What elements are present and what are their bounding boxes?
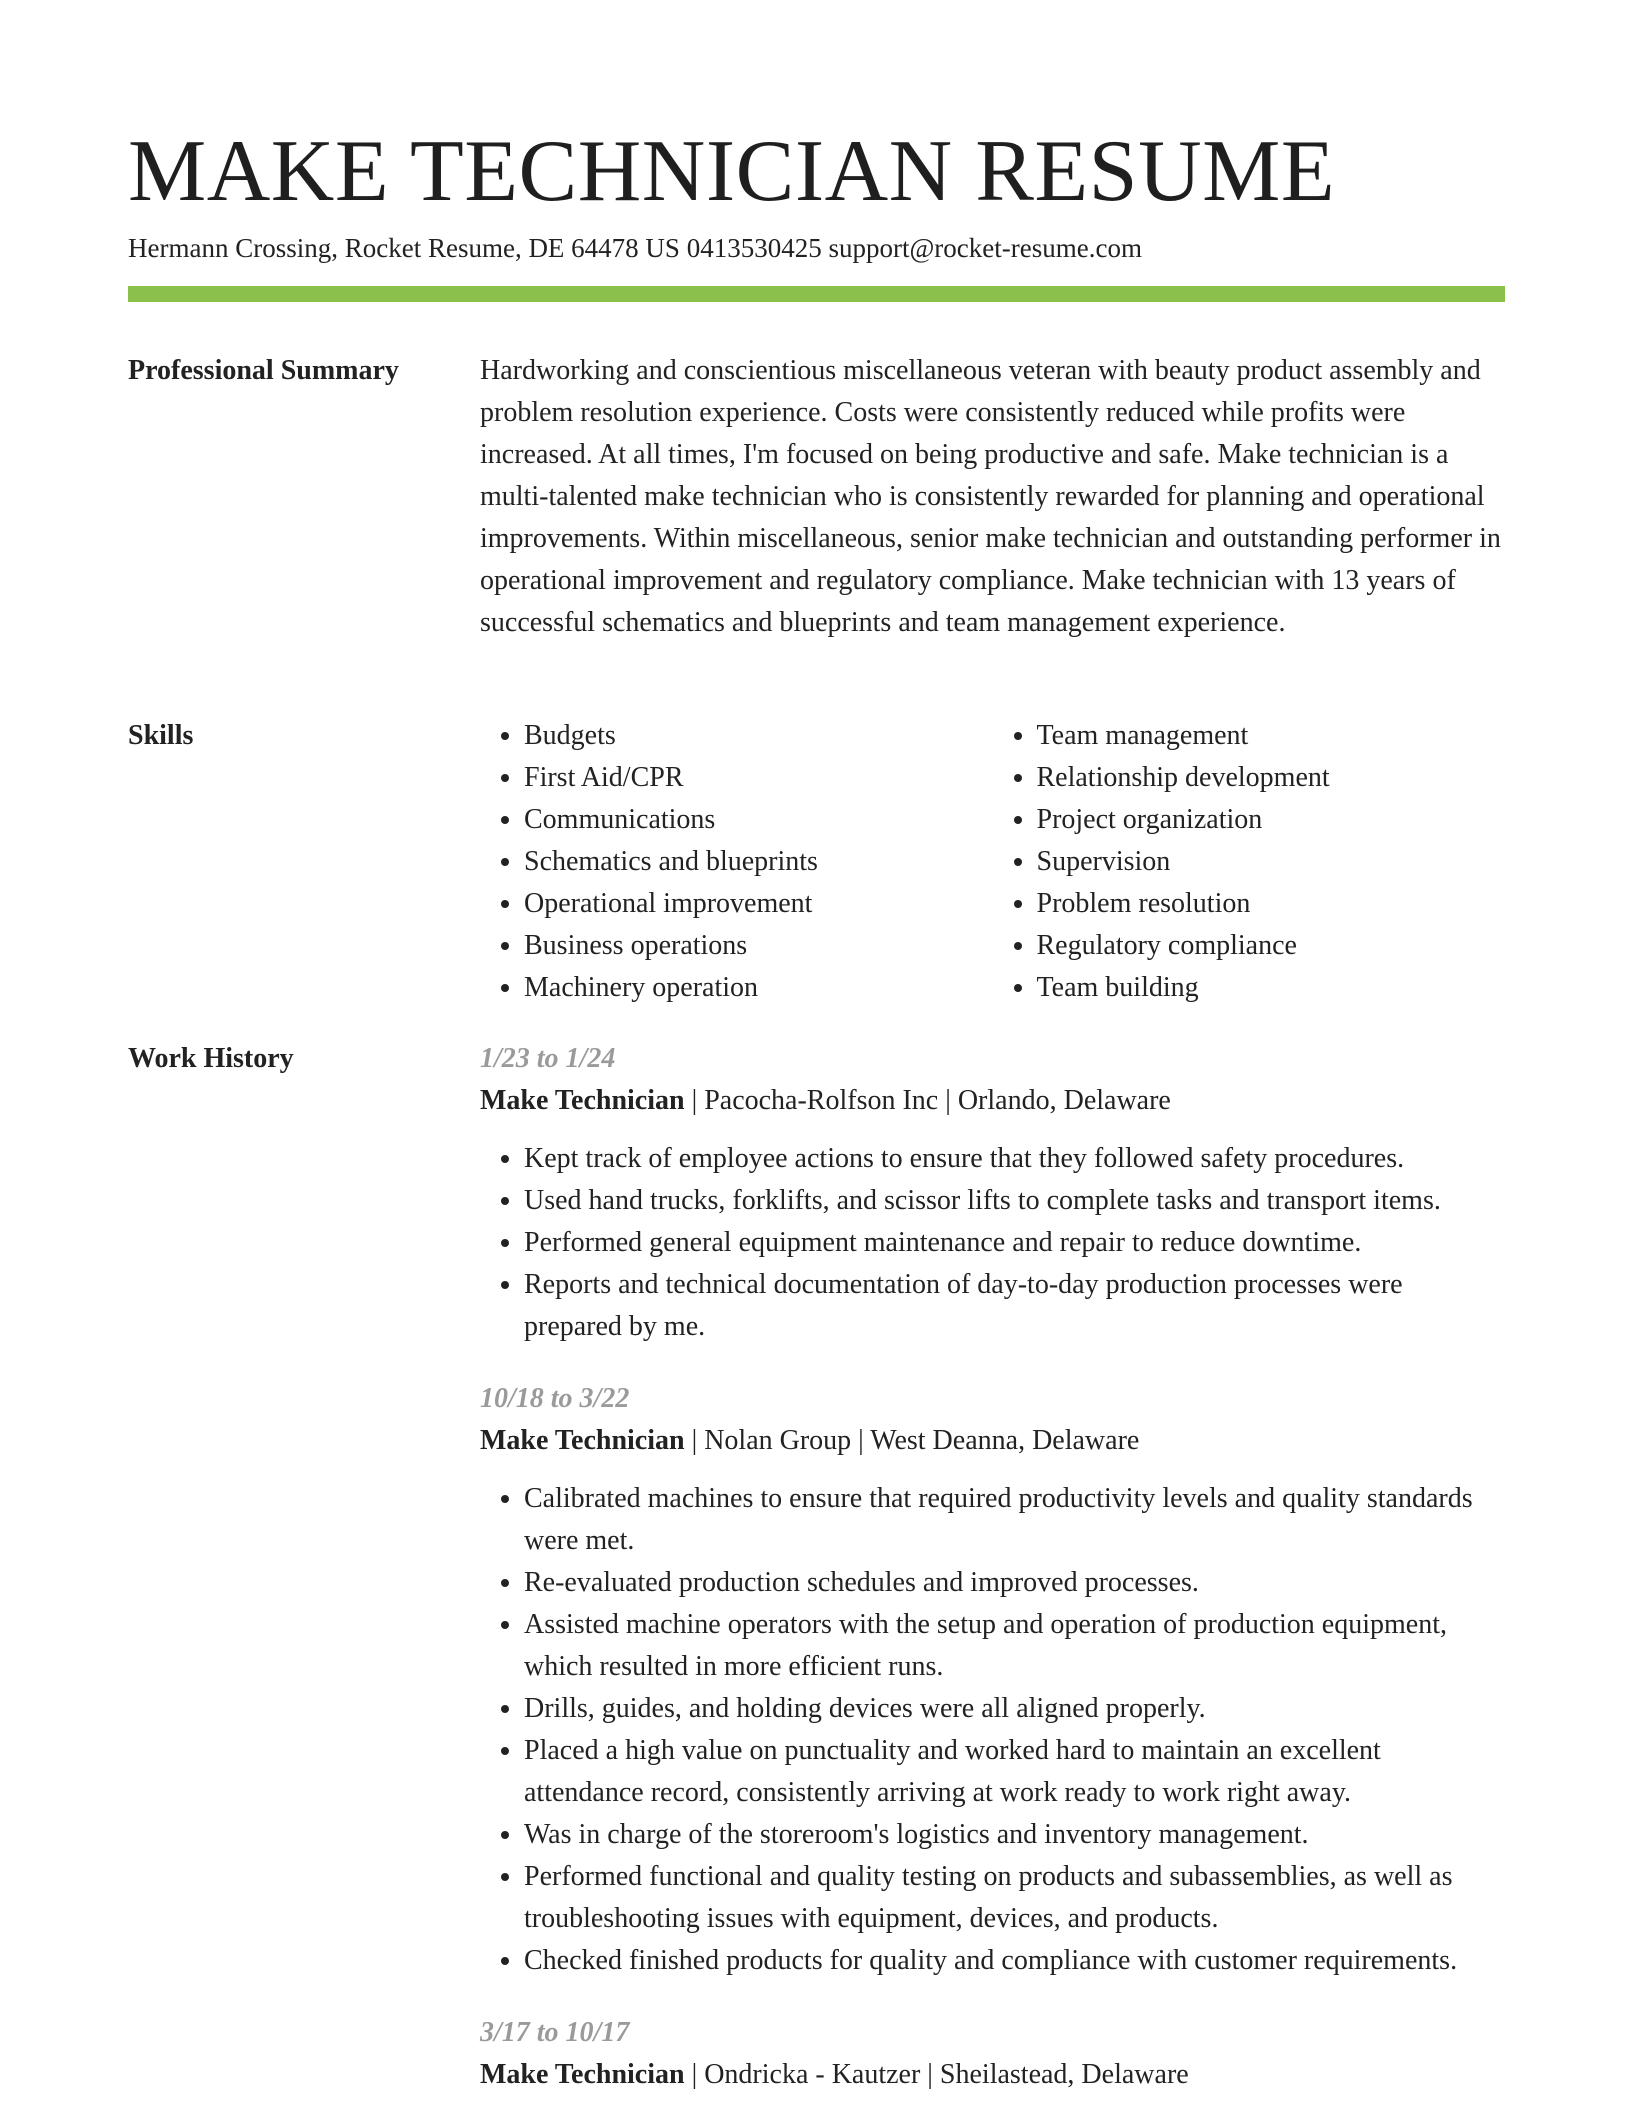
job-duty-item: • Placed a high value on punctuality and worked hard to maintain an excellent attendance record, consistently arriving at work ready to work right away. <box>524 1730 1505 1814</box>
job-employer-location: | Ondricka - Kautzer | Sheilastead, Delaware <box>691 2059 1189 2090</box>
skills-list-right <box>993 715 1506 1009</box>
job-duty-item: • Performed functional and quality testing on products and subassemblies, as well as troubleshooting issues with equipment, devices, and products. <box>524 1856 1505 1940</box>
skill-item: • Operational improvement <box>524 883 993 925</box>
skills-body <box>480 715 1505 1009</box>
skill-item: • Regulatory compliance <box>1037 925 1506 967</box>
accent-divider <box>128 286 1505 302</box>
summary-body <box>480 350 1505 644</box>
skills-heading: Skills <box>128 720 194 751</box>
job-title: Make Technician <box>480 1425 685 1456</box>
job-duty-item: • Kept track of employee actions to ensure that they followed safety procedures. <box>524 1138 1505 1180</box>
summary-heading: Professional Summary <box>128 355 399 386</box>
job-title-line <box>480 1080 1505 1122</box>
skill-item: • Machinery operation <box>524 967 993 1009</box>
skill-item: • Supervision <box>1037 841 1506 883</box>
resume-title: MAKE TECHNICIAN RESUME <box>128 123 1336 220</box>
skills-columns <box>480 715 1505 1009</box>
work-history-body <box>480 1038 1505 2126</box>
job-duty-item: • Was in charge of the storeroom's logistics and inventory management. <box>524 1814 1505 1856</box>
job-dates: 10/18 to 3/22 <box>480 1383 630 1414</box>
job-duties-list <box>480 1138 1505 1348</box>
skill-item: • Budgets <box>524 715 993 757</box>
job-duty-item: • Reports and technical documentation of day-to-day production processes were prepared by me. <box>524 1264 1505 1348</box>
job-duty-item: • Used hand trucks, forklifts, and scissor lifts to complete tasks and transport items. <box>524 1180 1505 1222</box>
job-duties-list <box>480 1478 1505 1982</box>
skill-item: • First Aid/CPR <box>524 757 993 799</box>
job-employer-location: | Nolan Group | West Deanna, Delaware <box>691 1425 1140 1456</box>
skill-item: • Business operations <box>524 925 993 967</box>
job-duty-item: • Drills, guides, and holding devices were all aligned properly. <box>524 1688 1505 1730</box>
work-history-heading: Work History <box>128 1043 294 1074</box>
job-entry <box>480 2012 1505 2096</box>
job-dates: 1/23 to 1/24 <box>480 1043 616 1074</box>
skills-list-left <box>480 715 993 1009</box>
job-entry <box>480 1378 1505 1982</box>
job-title-line <box>480 1420 1505 1462</box>
job-duty-item: • Calibrated machines to ensure that required productivity levels and quality standards were met. <box>524 1478 1505 1562</box>
job-duty-item: • Re-evaluated production schedules and improved processes. <box>524 1562 1505 1604</box>
skill-item: • Project organization <box>1037 799 1506 841</box>
skill-item: • Team building <box>1037 967 1506 1009</box>
skill-item: • Relationship development <box>1037 757 1506 799</box>
job-title: Make Technician <box>480 1085 685 1116</box>
job-employer-location: | Pacocha-Rolfson Inc | Orlando, Delaware <box>691 1085 1171 1116</box>
job-title-line <box>480 2054 1505 2096</box>
job-duty-item: • Assisted machine operators with the setup and operation of production equipment, which resulted in more efficient runs. <box>524 1604 1505 1688</box>
skill-item: • Communications <box>524 799 993 841</box>
job-duty-item: • Performed general equipment maintenance and repair to reduce downtime. <box>524 1222 1505 1264</box>
job-duty-item: • Checked finished products for quality and compliance with customer requirements. <box>524 1940 1505 1982</box>
skill-item: • Problem resolution <box>1037 883 1506 925</box>
job-dates: 3/17 to 10/17 <box>480 2017 630 2048</box>
job-title: Make Technician <box>480 2059 685 2090</box>
contact-line: Hermann Crossing, Rocket Resume, DE 64478 US 0413530425 support@rocket-resume.com <box>128 233 1142 263</box>
skill-item: • Team management <box>1037 715 1506 757</box>
job-entry <box>480 1038 1505 1348</box>
summary-text: Hardworking and conscientious miscellaneous veteran with beauty product assembly and problem resolution experience. Costs were consistently reduced while profits were increased. At all times, I'm focused on being productive and safe. Make technician is a multi-talented make technician who is consistently rewarded for planning and operational improvements. Within miscellaneous, senior make technician and outstanding performer in operational improvement and regulatory compliance. Make technician with 13 years of successful schematics and blueprints and team management experience. <box>480 355 1501 638</box>
skill-item: • Schematics and blueprints <box>524 841 993 883</box>
